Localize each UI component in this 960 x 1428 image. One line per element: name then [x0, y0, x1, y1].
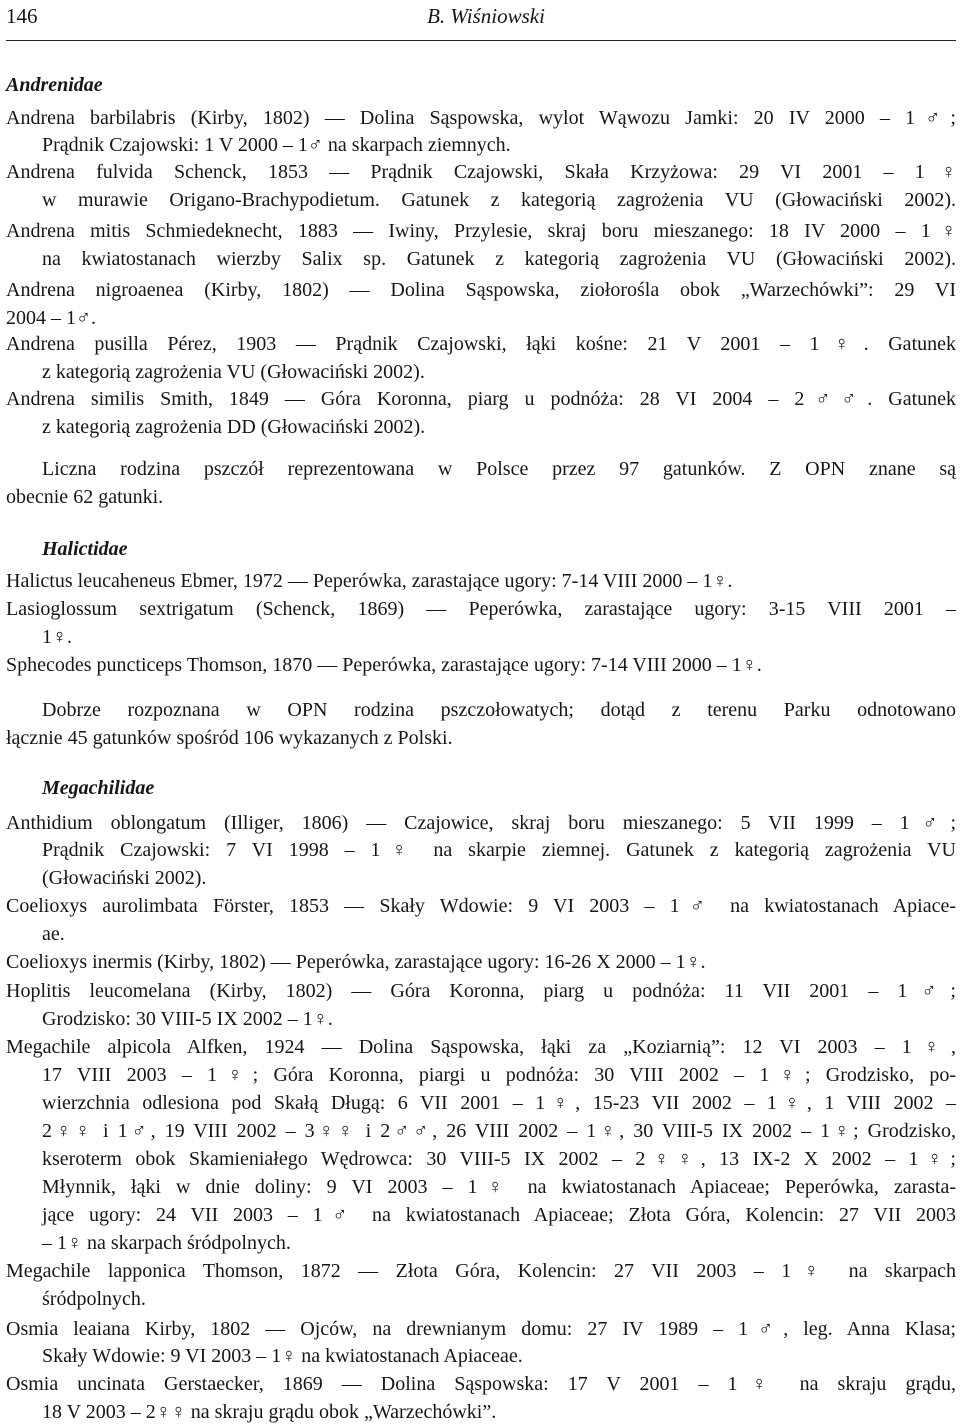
text-line: Coelioxys inermis (Kirby, 1802) — Peperówka, zarastające ugory: 16-26 X 2000 – 1♀. — [6, 951, 706, 973]
section-heading: Halictidae — [42, 538, 128, 560]
text-line: Osmia uncinata Gerstaecker, 1869 — Dolina Sąspowska: 17 V 2001 – 1♀ na skraju grądu, — [6, 1373, 956, 1395]
text-line: Prądnik Czajowski: 7 VI 1998 – 1♀ na skarpie ziemnej. Gatunek z kategorią zagrożenia VU — [42, 839, 956, 861]
text-line: obecnie 62 gatunki. — [6, 486, 164, 508]
text-line: łącznie 45 gatunków spośród 106 wykazanych z Polski. — [6, 727, 453, 749]
text-line: – 1♀ na skarpach śródpolnych. — [42, 1232, 291, 1254]
text-line: w murawie Origano-Brachypodietum. Gatunek z kategorią zagrożenia VU (Głowaciński 2002). — [42, 189, 956, 211]
text-line: 18 V 2003 – 2♀♀ na skraju grądu obok „Warzechówki”. — [42, 1401, 497, 1423]
section-heading: Megachilidae — [42, 777, 155, 799]
text-line: Andrena mitis Schmiedeknecht, 1883 — Iwiny, Przylesie, skraj boru mieszanego: 18 IV 2000 – 1♀ — [6, 220, 956, 242]
text-line: z kategorią zagrożenia VU (Głowaciński 2002). — [42, 361, 425, 383]
text-line: Megachile lapponica Thomson, 1872 — Złota Góra, Kolencin: 27 VII 2003 – 1♀ na skarpach — [6, 1260, 956, 1282]
text-line: Andrena pusilla Pérez, 1903 — Prądnik Czajowski, łąki kośne: 21 V 2001 – 1♀. Gatunek — [6, 333, 956, 355]
text-line: 17 VIII 2003 – 1♀; Góra Koronna, piargi u podnóża: 30 VIII 2002 – 1♀; Grodzisko, po- — [42, 1064, 956, 1086]
text-line: Coelioxys aurolimbata Förster, 1853 — Skały Wdowie: 9 VI 2003 – 1♂ na kwiatostanach Apiace- — [6, 895, 956, 917]
section-heading: Andrenidae — [6, 74, 103, 96]
text-line: Lasioglossum sextrigatum (Schenck, 1869) — Peperówka, zarastające ugory: 3-15 VIII 2001 – — [6, 598, 956, 620]
text-line: (Głowaciński 2002). — [42, 867, 207, 889]
text-line: 2004 – 1♂. — [6, 307, 96, 329]
text-line: kseroterm obok Skamieniałego Wędrowca: 30 VIII-5 IX 2002 – 2♀♀, 13 IX-2 X 2002 – 1♀; — [42, 1148, 956, 1170]
page-header — [6, 4, 956, 28]
text-line: Andrena similis Smith, 1849 — Góra Koronna, piarg u podnóża: 28 VI 2004 – 2♂♂. Gatunek — [6, 388, 956, 410]
text-line: Grodzisko: 30 VIII-5 IX 2002 – 1♀. — [42, 1008, 333, 1030]
text-line: Andrena barbilabris (Kirby, 1802) — Dolina Sąspowska, wylot Wąwozu Jamki: 20 IV 2000 – 1♂; — [6, 107, 956, 129]
text-line: 2♀♀ i 1♂, 19 VIII 2002 – 3♀♀ i 2♂♂, 26 VIII 2002 – 1♀, 30 VIII-5 IX 2002 – 1♀; Grodzisko, — [42, 1120, 956, 1142]
text-line: Andrena fulvida Schenck, 1853 — Prądnik Czajowski, Skała Krzyżowa: 29 VI 2001 – 1♀ — [6, 161, 956, 183]
text-line: Sphecodes puncticeps Thomson, 1870 — Peperówka, zarastające ugory: 7-14 VIII 2000 – 1♀. — [6, 654, 762, 676]
text-line: Młynnik, łąki w dnie doliny: 9 VI 2003 – 1♀ na kwiatostanach Apiaceae; Peperówka, zarasta- — [42, 1176, 956, 1198]
text-line: z kategorią zagrożenia DD (Głowaciński 2002). — [42, 416, 426, 438]
text-line: jące ugory: 24 VII 2003 – 1♂ na kwiatostanach Apiaceae; Złota Góra, Kolencin: 27 VII 2003 — [42, 1204, 956, 1226]
text-line: Hoplitis leucomelana (Kirby, 1802) — Góra Koronna, piarg u podnóża: 11 VII 2001 – 1♂; — [6, 980, 956, 1002]
text-line: na kwiatostanach wierzby Salix sp. Gatunek z kategorią zagrożenia VU (Głowaciński 2002). — [42, 248, 956, 270]
page-number: 146 — [6, 4, 38, 28]
header-rule — [6, 40, 956, 41]
text-line: 1♀. — [42, 626, 72, 648]
text-line: ae. — [42, 923, 65, 945]
running-head: B. Wiśniowski — [427, 4, 545, 28]
text-line: Skały Wdowie: 9 VI 2003 – 1♀ na kwiatostanach Apiaceae. — [42, 1345, 523, 1367]
text-line: Megachile alpicola Alfken, 1924 — Dolina Sąspowska, łąki za „Koziarnią”: 12 VI 2003 – 1♀, — [6, 1036, 956, 1058]
text-line: śródpolnych. — [42, 1288, 146, 1310]
text-line: wierzchnia odlesiona pod Skałą Długą: 6 VII 2001 – 1♀, 15-23 VII 2002 – 1♀, 1 VIII 2002 – — [42, 1092, 956, 1114]
text-line: Anthidium oblongatum (Illiger, 1806) — Czajowice, skraj boru mieszanego: 5 VII 1999 – 1♂; — [6, 812, 956, 834]
text-line: Halictus leucaheneus Ebmer, 1972 — Peperówka, zarastające ugory: 7-14 VIII 2000 – 1♀. — [6, 570, 733, 592]
text-line: Dobrze rozpoznana w OPN rodzina pszczołowatych; dotąd z terenu Parku odnotowano — [42, 699, 956, 721]
text-line: Prądnik Czajowski: 1 V 2000 – 1♂ na skarpach ziemnych. — [42, 134, 511, 156]
text-line: Liczna rodzina pszczół reprezentowana w Polsce przez 97 gatunków. Z OPN znane są — [42, 458, 956, 480]
text-line: Osmia leaiana Kirby, 1802 — Ojców, na drewnianym domu: 27 IV 1989 – 1♂, leg. Anna Klasa; — [6, 1318, 956, 1340]
text-line: Andrena nigroaenea (Kirby, 1802) — Dolina Sąspowska, ziołorośla obok „Warzechówki”: 29 VI — [6, 279, 956, 301]
